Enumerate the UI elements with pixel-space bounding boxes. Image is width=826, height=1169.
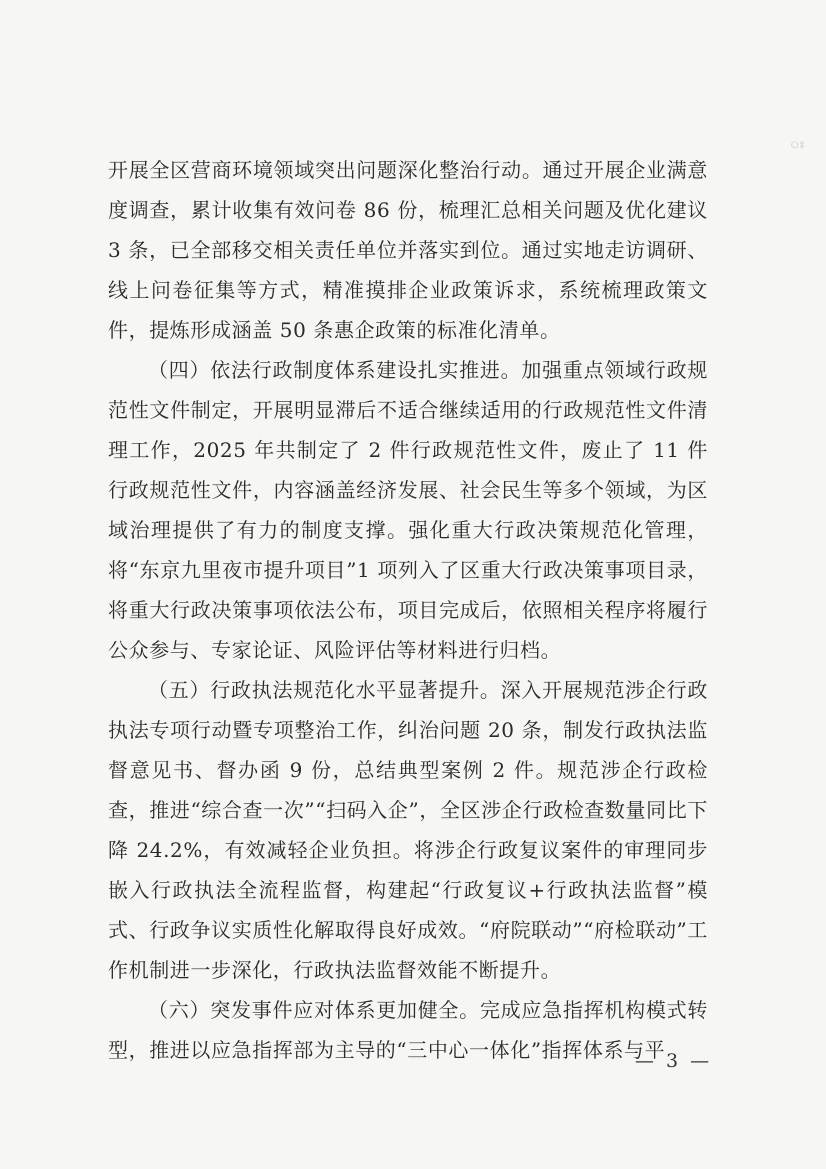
paragraph-3-text: 深入开展规范涉企行政执法专项行动暨专项整治工作，纠治问题 20 条，制发行政执法监督意见书、督办函 9 份，总结典型案例 2 件。规范涉企行政检查，推进“综合查一次”“扫码入企”，全区涉企行政检查数量同比下降 24.2%，有效减轻企业负担。将涉企行政复议案件的审理同步嵌入行政执法全流程监督，构建起“行政复议+行政执法监督”模式、行政争议实质性化解取得良好成效。“府院联动”“府检联动”工作机制进一步深化，行政执法监督效能不断提升。	[108, 678, 709, 982]
paragraph-1-text: 开展全区营商环境领域突出问题深化整治行动。通过开展企业满意度调查，累计收集有效问卷 86 份，梳理汇总相关问题及优化建议 3 条，已全部移交相关责任单位并落实到位。通过实地走访调研、线上问卷征集等方式，精准摸排企业政策诉求，系统梳理政策文件，提炼形成涵盖 50 条惠企政策的标准化清单。	[108, 158, 708, 342]
paragraph-3	[108, 670, 708, 990]
paragraph-4-text: 完成应急指挥机构模式转型，推进以应急指挥部为主导的“三中心一体化”指挥体系与平	[108, 998, 708, 1062]
scan-speck: ঃ	[790, 140, 805, 151]
paragraph-4	[108, 990, 708, 1070]
paragraph-2	[108, 350, 708, 670]
page-number: — 3 —	[635, 1050, 713, 1072]
paragraph-4-heading: （六）突发事件应对体系更加健全。	[148, 998, 480, 1022]
paragraph-1	[108, 150, 708, 350]
paragraph-2-heading: （四）依法行政制度体系建设扎实推进。	[148, 358, 522, 382]
paragraph-2-text: 加强重点领域行政规范性文件制定，开展明显滞后不适合继续适用的行政规范性文件清理工作，2025 年共制定了 2 件行政规范性文件，废止了 11 件行政规范性文件，内容涵盖经济发展、社会民生等多个领域，为区域治理提供了有力的制度支撑。强化重大行政决策规范化管理，将“东京九里夜市提升项目”1 项列入了区重大行政决策事项目录，将重大行政决策事项依法公布，项目完成后，依照相关程序将履行公众参与、专家论证、风险评估等材料进行归档。	[108, 358, 708, 662]
body-text	[108, 150, 708, 1070]
paragraph-3-heading: （五）行政执法规范化水平显著提升。	[148, 678, 501, 702]
